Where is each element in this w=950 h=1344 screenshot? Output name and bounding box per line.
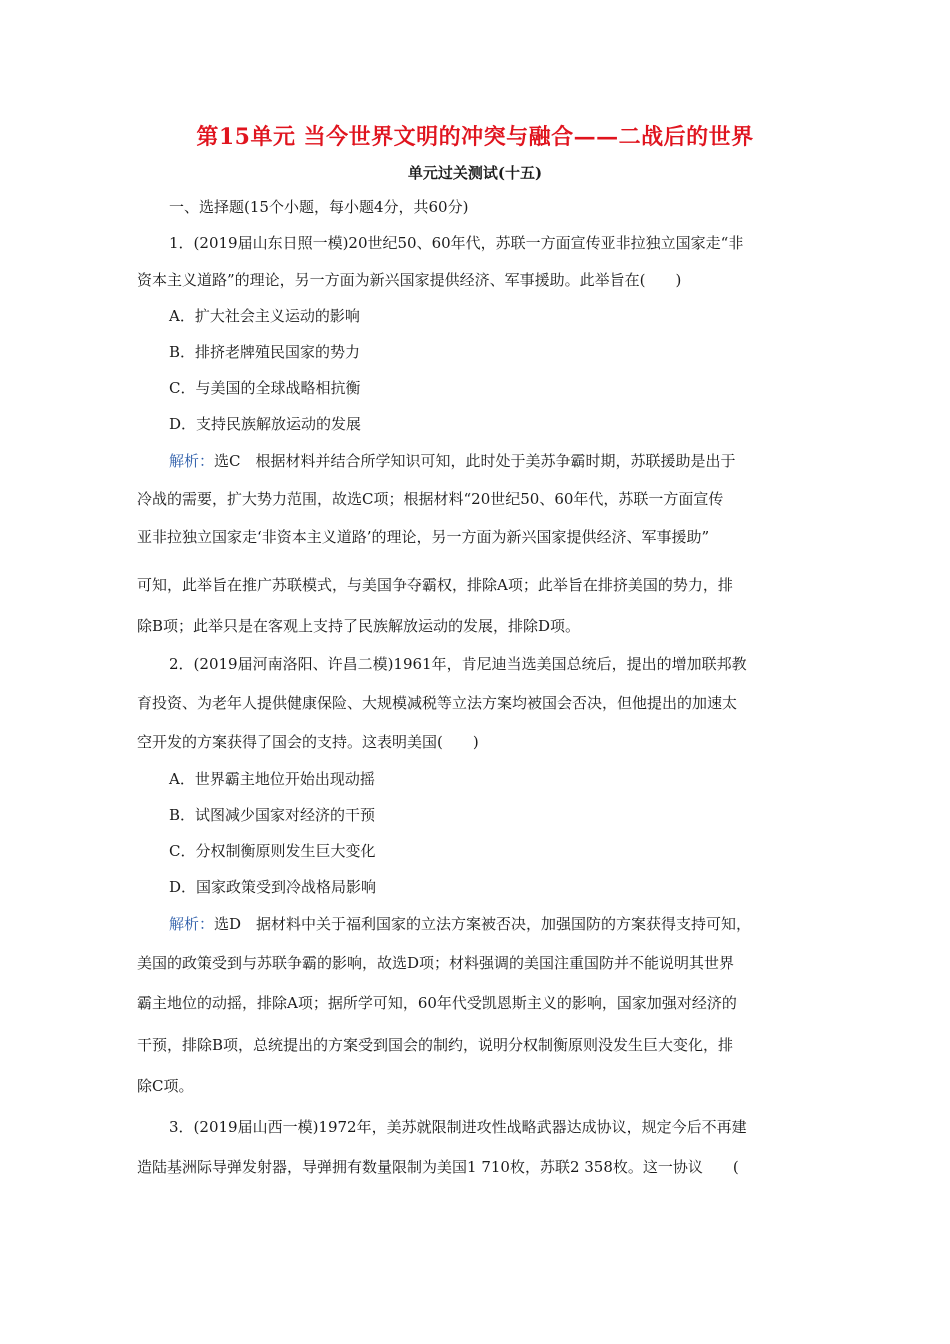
q2-analysis-text: 选D 据材料中关于福利国家的立法方案被否决，加强国防的方案获得支持可知， xyxy=(214,915,752,933)
q3-stem-line-2: 造陆基洲际导弹发射器，导弹拥有数量限制为美国1 710枚，苏联2 358枚。这一协议 ( xyxy=(137,1158,739,1176)
q2-option-a: A．世界霸主地位开始出现动摇 xyxy=(169,770,375,788)
q2-analysis-line-4: 干预，排除B项，总统提出的方案受到国会的制约，说明分权制衡原则没发生巨大变化，排 xyxy=(137,1036,734,1054)
q1-stem-line-1: 1．(2019届山东日照一模)20世纪50、60年代，苏联一方面宣传亚非拉独立国家走“非 xyxy=(169,234,744,252)
document-title: 第15单元 当今世界文明的冲突与融合——二战后的世界 xyxy=(196,124,754,150)
q2-stem-line-2: 育投资、为老年人提供健康保险、大规模减税等立法方案均被国会否决，但他提出的加速太 xyxy=(137,694,738,712)
q1-analysis-line-4: 可知，此举旨在推广苏联模式，与美国争夺霸权，排除A项；此举旨在排挤美国的势力，排 xyxy=(137,576,733,594)
q2-option-c: C．分权制衡原则发生巨大变化 xyxy=(169,842,376,860)
document-subtitle: 单元过关测试(十五) xyxy=(407,164,543,182)
q2-stem-line-1: 2．(2019届河南洛阳、许昌二模)1961年，肯尼迪当选美国总统后，提出的增加联邦教 xyxy=(169,655,747,673)
q1-analysis-line-2: 冷战的需要，扩大势力范围，故选C项；根据材料“20世纪50、60年代，苏联一方面宣传 xyxy=(137,490,724,508)
q2-analysis-line-5: 除C项。 xyxy=(137,1077,194,1095)
q1-option-b: B．排挤老牌殖民国家的势力 xyxy=(169,343,361,361)
q1-option-a: A．扩大社会主义运动的影响 xyxy=(169,307,360,325)
q1-analysis-line-5: 除B项；此举只是在客观上支持了民族解放运动的发展，排除D项。 xyxy=(137,617,581,635)
q1-option-c: C．与美国的全球战略相抗衡 xyxy=(169,379,361,397)
q2-option-b: B．试图减少国家对经济的干预 xyxy=(169,806,376,824)
section-heading: 一、选择题(15个小题，每小题4分，共60分) xyxy=(169,198,469,216)
analysis-label: 解析： xyxy=(169,915,215,933)
q1-analysis-text: 选C 根据材料并结合所学知识可知，此时处于美苏争霸时期，苏联援助是出于 xyxy=(214,452,736,470)
q2-analysis-line-3: 霸主地位的动摇，排除A项；据所学可知，60年代受凯恩斯主义的影响，国家加强对经济的 xyxy=(137,994,737,1012)
q1-analysis-line-3: 亚非拉独立国家走‘非资本主义道路’的理论，另一方面为新兴国家提供经济、军事援助” xyxy=(137,528,710,546)
q1-stem-line-2: 资本主义道路”的理论，另一方面为新兴国家提供经济、军事援助。此举旨在( ) xyxy=(137,271,682,289)
q1-option-d: D．支持民族解放运动的发展 xyxy=(169,415,362,433)
analysis-label: 解析： xyxy=(169,452,215,470)
q2-stem-line-3: 空开发的方案获得了国会的支持。这表明美国( ) xyxy=(137,733,479,751)
q2-analysis-line-1 xyxy=(169,914,849,934)
q3-stem-line-1: 3．(2019届山西一模)1972年，美苏就限制进攻性战略武器达成协议，规定今后不再建 xyxy=(169,1118,747,1136)
q2-analysis-line-2: 美国的政策受到与苏联争霸的影响，故选D项；材料强调的美国注重国防并不能说明其世界 xyxy=(137,954,735,972)
q2-option-d: D．国家政策受到冷战格局影响 xyxy=(169,878,377,896)
q1-analysis-line-1 xyxy=(169,451,849,471)
